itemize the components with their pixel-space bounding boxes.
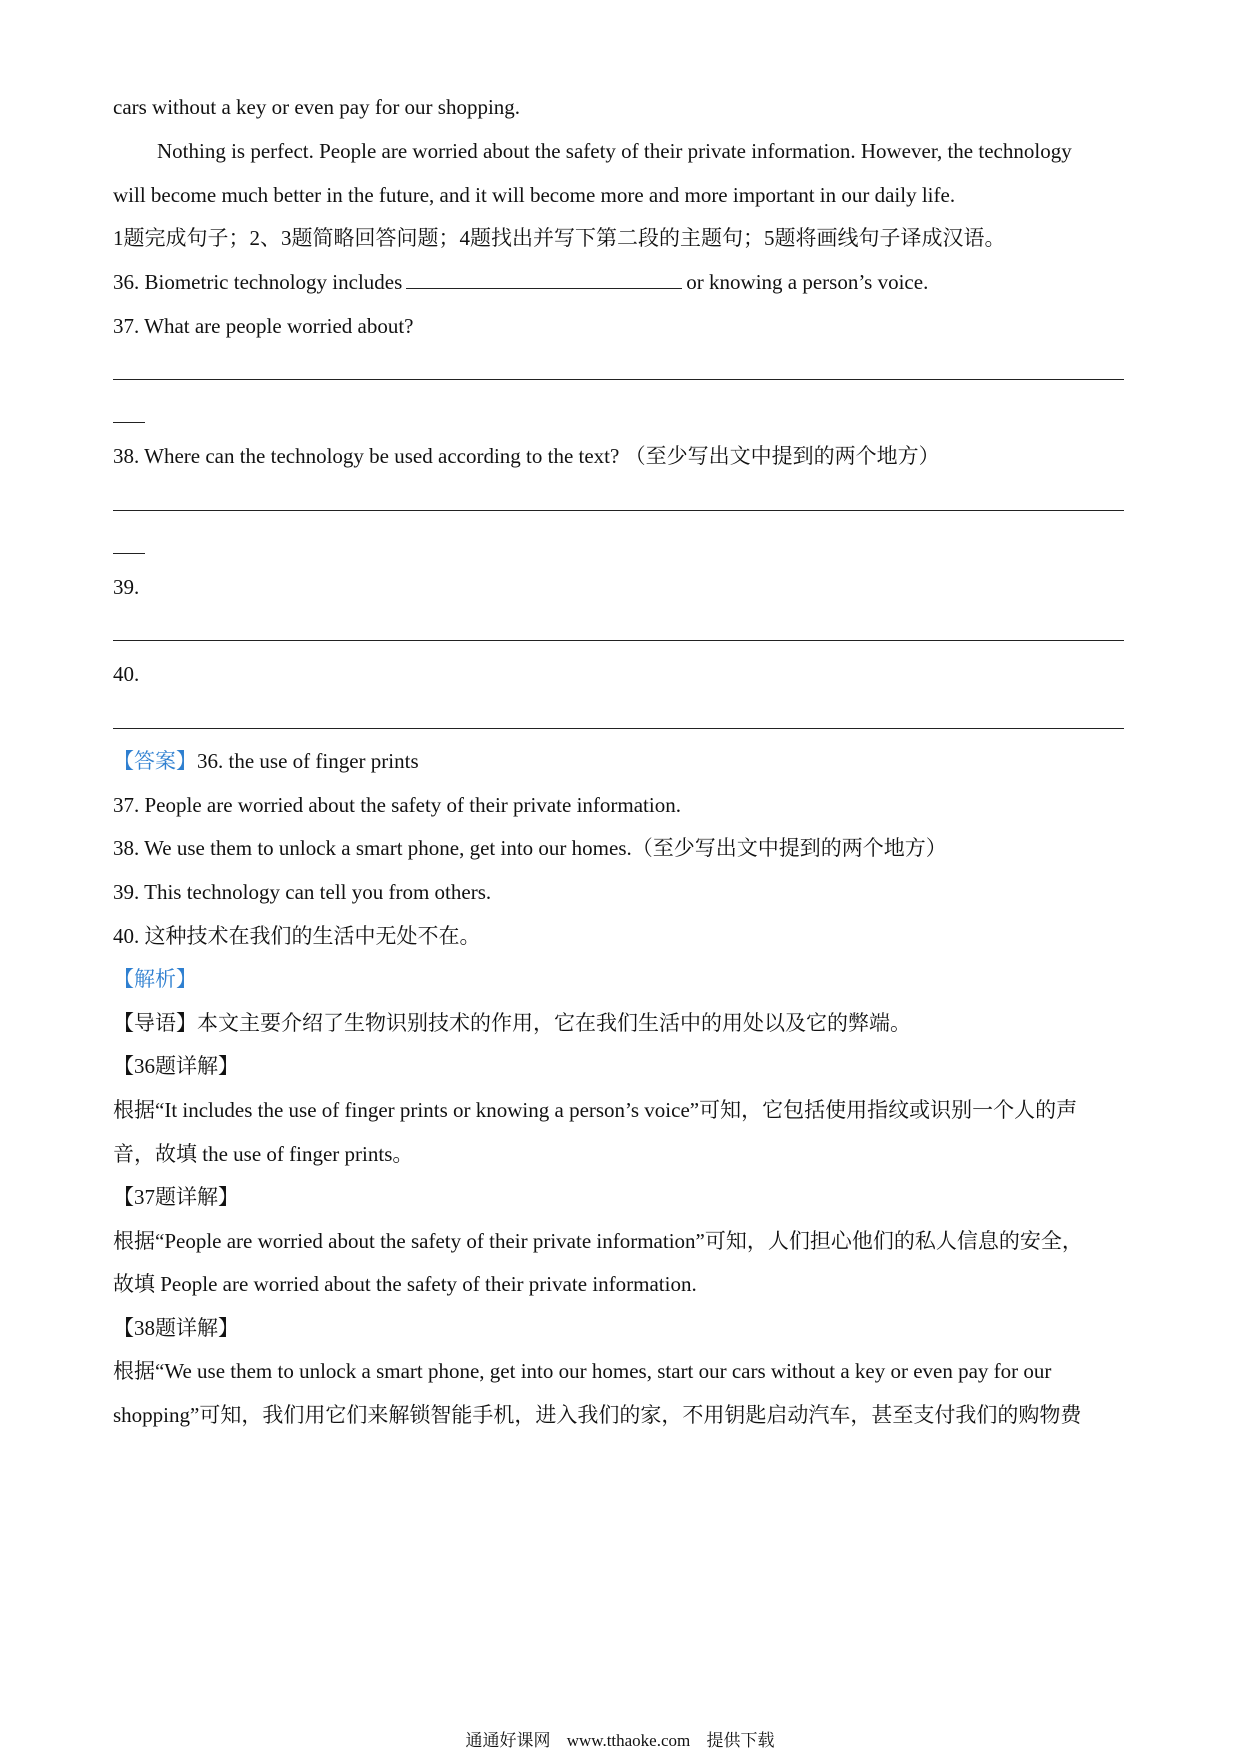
detail-37-line-2: 故填 People are worried about the safety of their private information.: [113, 1272, 697, 1296]
answer-tag: 【答案】: [113, 749, 197, 773]
detail-37-heading: 【37题详解】: [113, 1185, 239, 1209]
instruction: 1题完成句子；2、3题简略回答问题；4题找出并写下第二段的主题句；5题将画线句子译成汉语。: [113, 226, 1006, 250]
answer-line-38[interactable]: [113, 510, 1124, 511]
answer-36: [113, 747, 419, 775]
question-36: [113, 268, 928, 296]
question-36-suffix: or knowing a person’s voice.: [686, 270, 929, 294]
detail-36-line-1: 根据“It includes the use of finger prints or knowing a person’s voice”可知，它包括使用指纹或识别一个人的声: [113, 1098, 1078, 1122]
question-37: 37. What are people worried about?: [113, 314, 414, 338]
question-36-prefix: 36. Biometric technology includes: [113, 270, 403, 294]
question-40: 40.: [113, 662, 140, 686]
detail-38-line-2: shopping”可知，我们用它们来解锁智能手机，进入我们的家，不用钥匙启动汽车，甚至支付我们的购物费: [113, 1403, 1082, 1427]
analysis-tag: 【解析】: [113, 967, 197, 991]
answer-line-38-tail: [113, 553, 145, 554]
answer-39: 39. This technology can tell you from others.: [113, 880, 492, 904]
passage-line-2: Nothing is perfect. People are worried about the safety of their private information. However, the technology: [157, 139, 1072, 163]
answer-line-37-tail: [113, 422, 145, 423]
answer-line-37[interactable]: [113, 379, 1124, 380]
detail-36-heading: 【36题详解】: [113, 1054, 239, 1078]
answer-38: 38. We use them to unlock a smart phone, get into our homes.（至少写出文中提到的两个地方）: [113, 836, 947, 860]
passage-line-3: will become much better in the future, and it will become more and more important in our daily life.: [113, 183, 956, 207]
footer-site-name: 通通好课网: [465, 1731, 551, 1750]
detail-38-heading: 【38题详解】: [113, 1316, 239, 1340]
answer-37: 37. People are worried about the safety of their private information.: [113, 793, 681, 817]
question-38: 38. Where can the technology be used according to the text? （至少写出文中提到的两个地方）: [113, 444, 940, 468]
passage-line-1: cars without a key or even pay for our shopping.: [113, 95, 521, 119]
page-footer: [0, 1730, 1240, 1752]
analysis-intro: 【导语】本文主要介绍了生物识别技术的作用，它在我们生活中的用处以及它的弊端。: [113, 1011, 911, 1035]
answer-line-39[interactable]: [113, 640, 1124, 641]
answer-line-40[interactable]: [113, 728, 1124, 729]
answer-36-text: 36. the use of finger prints: [197, 749, 419, 773]
detail-38-line-1: 根据“We use them to unlock a smart phone, get into our homes, start our cars without a key or even pay for our: [113, 1359, 1052, 1383]
question-39: 39.: [113, 575, 140, 599]
answer-40: 40. 这种技术在我们的生活中无处不在。: [113, 924, 481, 948]
detail-37-line-1: 根据“People are worried about the safety of their private information”可知，人们担心他们的私人信息的安全，: [113, 1229, 1083, 1253]
question-36-blank[interactable]: [406, 268, 682, 289]
footer-url[interactable]: www.tthaoke.com: [566, 1731, 691, 1750]
footer-note: 提供下载: [706, 1731, 775, 1750]
detail-36-line-2: 音，故填 the use of finger prints。: [113, 1142, 414, 1166]
